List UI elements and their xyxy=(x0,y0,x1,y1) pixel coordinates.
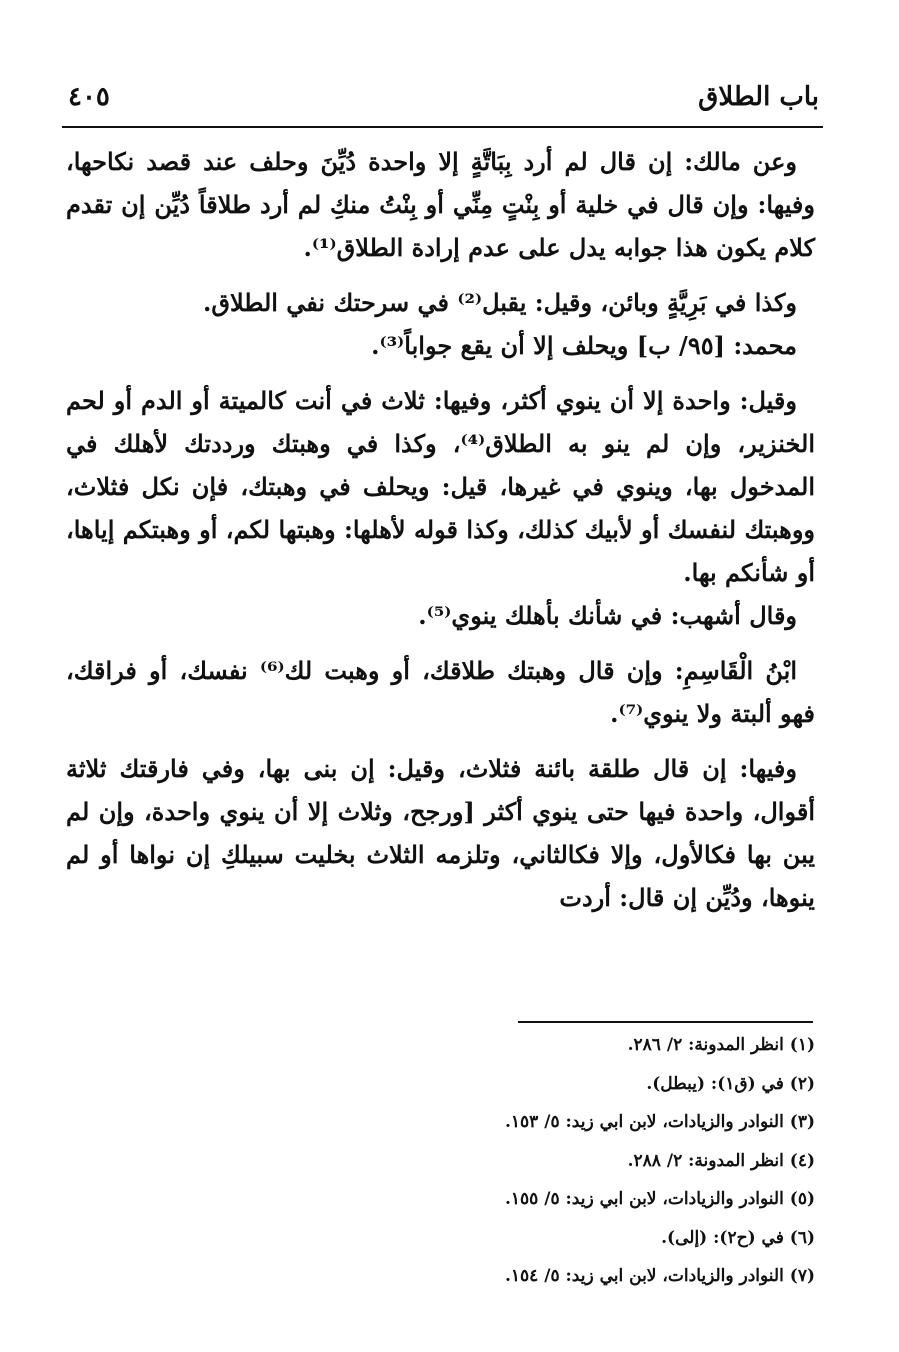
running-header xyxy=(68,78,819,122)
footnote: (٦) في (ح٢): (إلى). xyxy=(661,1227,815,1248)
paragraph: ابْنُ الْقَاسِمِ: وإن قال وهبتك طلاقك، أو وهبت لك⁽⁶⁾ نفسك، أو فراقك، فهو ألبتة ولا ينوي⁽⁷⁾. xyxy=(66,656,815,728)
footnote: (٧) النوادر والزيادات، لابن ابي زيد: ٥/ ١٥٤. xyxy=(505,1266,815,1286)
footnote: (٤) انظر المدونة: ٢/ ٢٨٨. xyxy=(627,1150,815,1171)
footnotes xyxy=(300,1026,815,1296)
header-rule xyxy=(62,126,823,128)
paragraph: محمد: [٩٥/ ب] ويحلف إلا أن يقع جواباً⁽³⁾. xyxy=(371,331,797,360)
footnote: (٣) النوادر والزيادات، لابن ابي زيد: ٥/ ١٥٣. xyxy=(505,1112,815,1132)
paragraph: وكذا في بَرِيَّةٍ وبائن، وقيل: يقبل⁽²⁾ في سرحتك نفي الطلاق. xyxy=(202,288,797,317)
footnote-rule xyxy=(518,1021,813,1023)
chapter-title: باب الطلاق xyxy=(698,82,819,112)
page-number: ٤٠٥ xyxy=(68,82,110,112)
footnote: (١) انظر المدونة: ٢/ ٢٨٦. xyxy=(627,1035,815,1055)
paragraph: وعن مالك: إن قال لم أرد بِبَاتَّةٍ إلا واحدة دُيِّنَ وحلف عند قصد نكاحها، وفيها: وإن قال في خلية أو بِنْتٍ مِنِّي أو بِنْتُ منكِ لم أرد طلاقاً دُيِّن إن تقدم كلام يكون هذا جوابه يدل على عدم إرادة الطلاق⁽¹⁾. xyxy=(66,147,815,262)
paragraph: وفيها: إن قال طلقة بائنة فثلاث، وقيل: إن بنى بها، وفي فارقتك ثلاثة أقوال، واحدة فيها حتى ينوي أكثر [ورجح، وثلاث إلا أن ينوي واحدة، وإن لم يبن بها فكالأول، وإلا فكالثاني، وتلزمه الثلاث بخليت سبيلكِ إن نواها أو لم ينوها، ودُيِّن إن قال: أردت xyxy=(66,754,815,912)
paragraph: وقال أشهب: في شأنك بأهلك ينوي⁽⁵⁾. xyxy=(418,601,797,630)
main-text xyxy=(66,140,815,919)
footnote: (٥) النوادر والزيادات، لابن ابي زيد: ٥/ ١٥٥. xyxy=(505,1189,815,1209)
footnote: (٢) في (ق١): (يبطل). xyxy=(646,1073,815,1094)
paragraph: وقيل: واحدة إلا أن ينوي أكثر، وفيها: ثلاث في أنت كالميتة أو الدم أو لحم الخنزير، وإن لم ينو به الطلاق⁽⁴⁾، وكذا في وهبتك ورددتك لأهلك في المدخول بها، وينوي في غيرها، قيل: ويحلف في وهبتك، فإن نكل فثلاث، ووهبتك لنفسك أو لأبيك كذلك، وكذا قوله لأهلها: وهبتها لكم، أو وهبتكم إياها، أو شأنكم بها. xyxy=(66,386,815,587)
